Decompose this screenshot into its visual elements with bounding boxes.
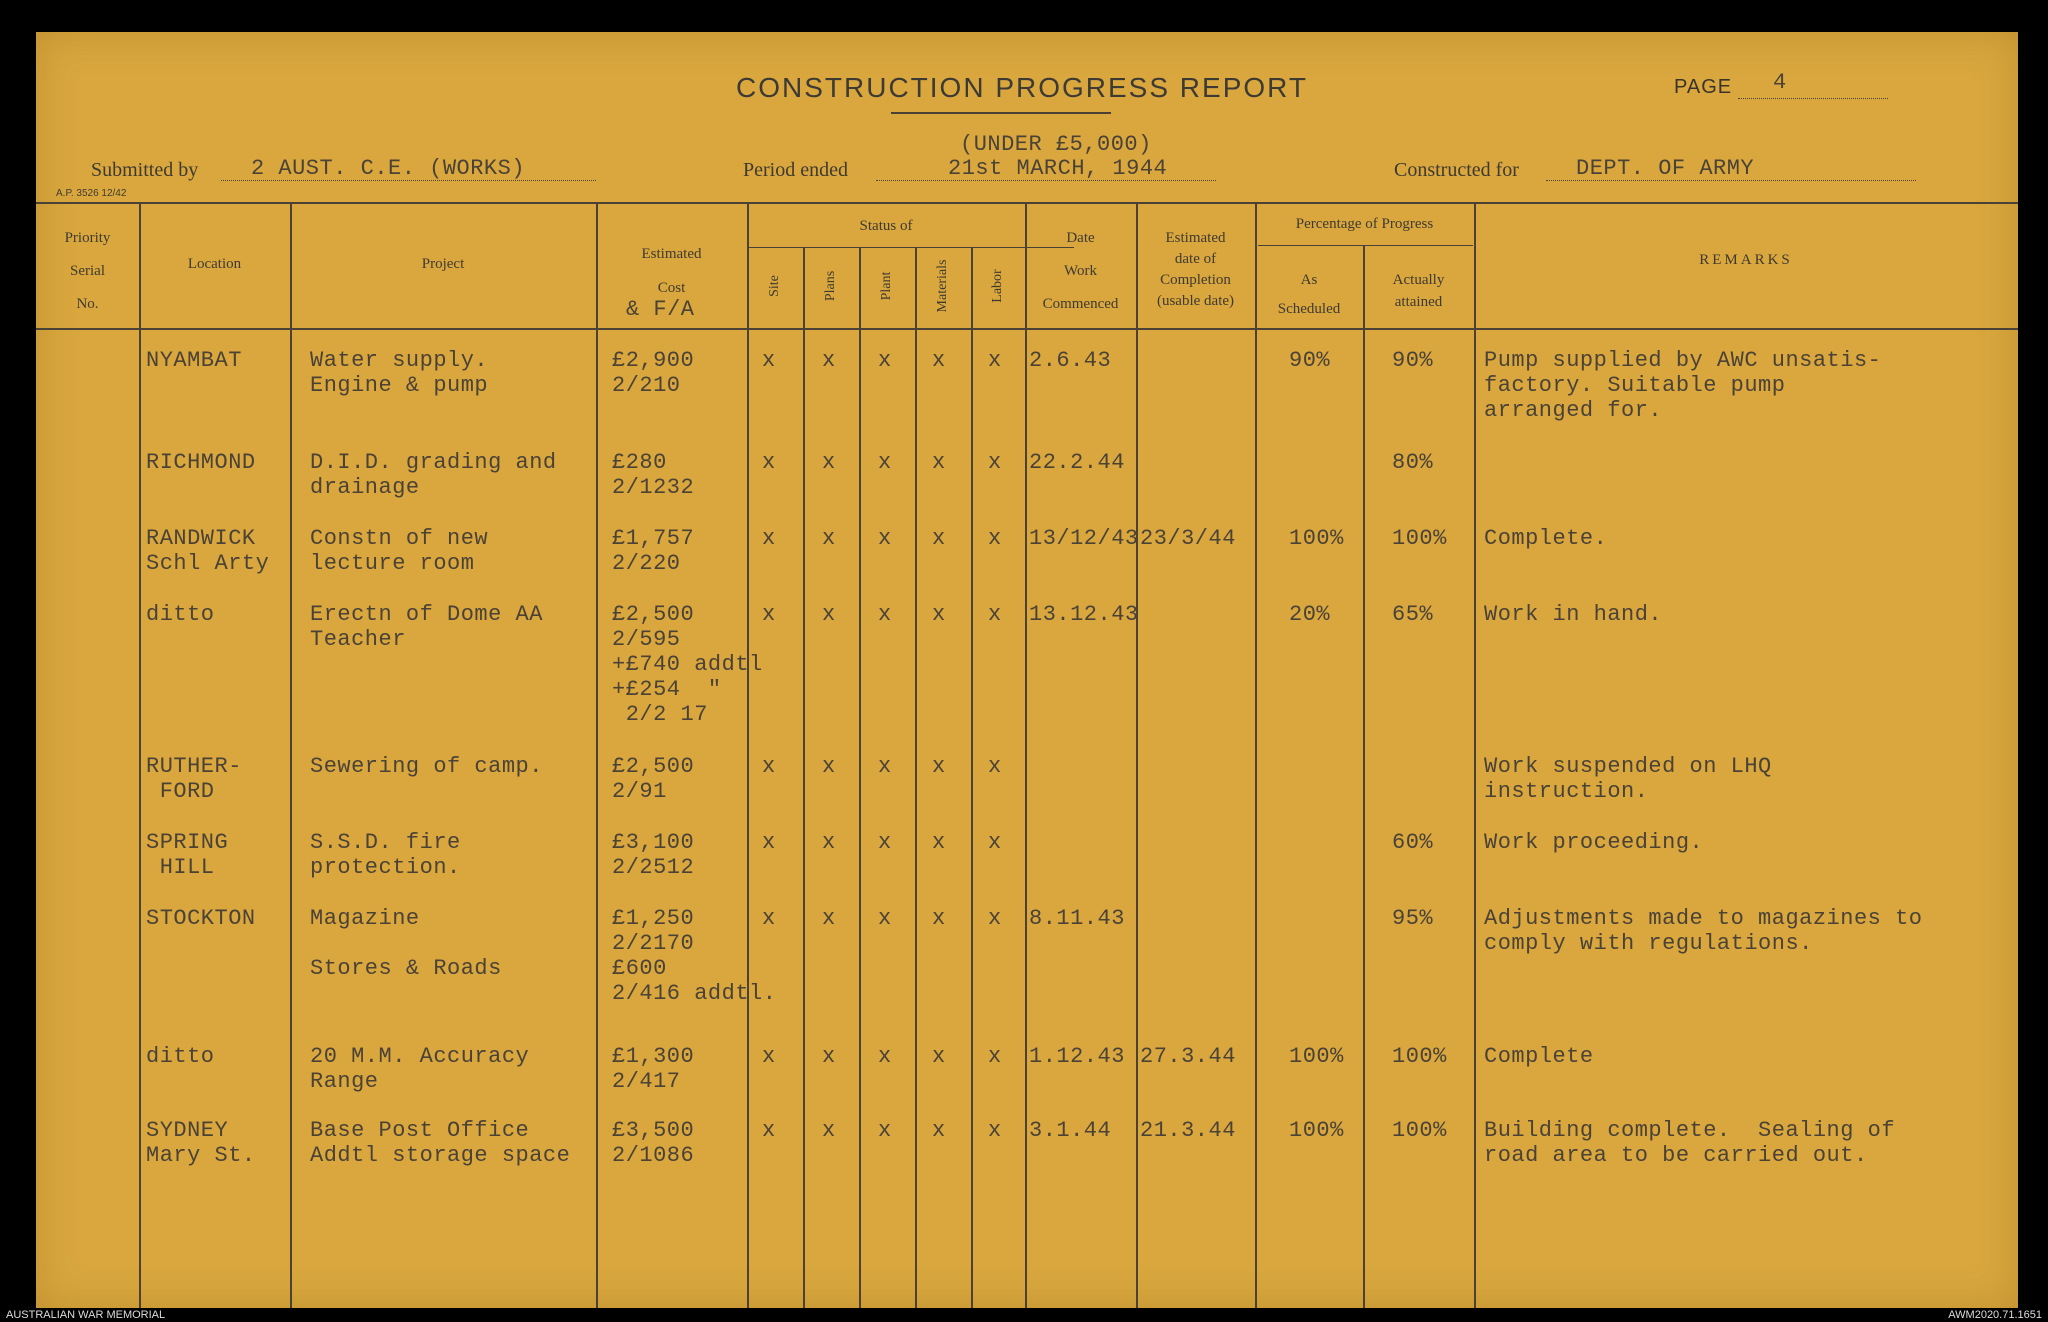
row-project: Sewering of camp. (310, 754, 543, 779)
row-cost: £2,500 2/595 +£740 addtl +£254 " 2/2 17 (612, 602, 763, 727)
col-header-est-completion: Estimated date of Completion (usable date) (1156, 230, 1235, 309)
col-header-plans: Plans (823, 270, 838, 302)
header-bottom-rule (36, 328, 2018, 330)
constructed-label: Constructed for (1394, 159, 1519, 181)
period-label: Period ended (743, 159, 848, 181)
row-status-mark: x (822, 602, 836, 627)
col-header-cost-typed: & F/A (626, 297, 695, 322)
row-date-commenced: 13/12/43 (1029, 526, 1139, 551)
row-project: Base Post Office Addtl storage space (310, 1118, 571, 1168)
row-status-mark: x (878, 1118, 892, 1143)
row-location: NYAMBAT (146, 348, 242, 373)
row-status-mark: x (762, 906, 776, 931)
row-status-mark: x (822, 526, 836, 551)
row-status-mark: x (878, 754, 892, 779)
row-cost: £3,100 2/2512 (612, 830, 695, 880)
row-status-mark: x (988, 906, 1002, 931)
row-status-mark: x (762, 754, 776, 779)
row-status-mark: x (932, 906, 946, 931)
row-status-mark: x (878, 830, 892, 855)
row-pct-attained: 65% (1392, 602, 1434, 627)
col-divider (915, 247, 917, 1308)
row-project: Erectn of Dome AA Teacher (310, 602, 543, 652)
footer-right: AWM2020.71.1651 (1948, 1309, 2042, 1321)
footer-left: AUSTRALIAN WAR MEMORIAL (6, 1309, 166, 1321)
row-remarks: Complete (1484, 1044, 1594, 1069)
row-location: RICHMOND (146, 450, 256, 475)
row-pct-attained: 90% (1392, 348, 1434, 373)
row-pct-attained: 100% (1392, 1118, 1447, 1143)
row-location: SYDNEY Mary St. (146, 1118, 256, 1168)
pct-header-rule (1258, 245, 1473, 246)
form-code: A.P. 3526 12/42 (56, 188, 127, 199)
page-dotted-line (1738, 98, 1888, 99)
col-divider (139, 202, 141, 1308)
row-remarks: Adjustments made to magazines to comply with regulations. (1484, 906, 1923, 956)
col-header-pct-progress: Percentage of Progress (1295, 216, 1434, 232)
row-status-mark: x (932, 1118, 946, 1143)
row-pct-attained: 100% (1392, 526, 1447, 551)
row-status-mark: x (822, 906, 836, 931)
row-status-mark: x (988, 1118, 1002, 1143)
col-divider (1255, 202, 1257, 1308)
row-pct-attained: 60% (1392, 830, 1434, 855)
row-cost: £1,250 2/2170 £600 2/416 addtl. (612, 906, 777, 1006)
col-divider (290, 202, 292, 1308)
col-header-status-of: Status of (859, 218, 913, 234)
row-status-mark: x (878, 526, 892, 551)
col-header-materials: Materials (935, 259, 950, 313)
row-status-mark: x (878, 602, 892, 627)
row-pct-scheduled: 100% (1289, 526, 1344, 551)
row-project: Magazine Stores & Roads (310, 906, 502, 981)
row-remarks: Work in hand. (1484, 602, 1663, 627)
col-header-project: Project (421, 256, 465, 272)
row-status-mark: x (988, 754, 1002, 779)
row-status-mark: x (988, 1044, 1002, 1069)
row-pct-scheduled: 90% (1289, 348, 1331, 373)
row-status-mark: x (932, 602, 946, 627)
row-cost: £1,757 2/220 (612, 526, 695, 576)
col-divider (596, 202, 598, 1308)
col-header-cost: Estimated Cost (641, 246, 702, 296)
row-location: ditto (146, 602, 215, 627)
row-status-mark: x (762, 526, 776, 551)
row-status-mark: x (988, 830, 1002, 855)
col-divider (971, 247, 973, 1308)
page-label: PAGE (1674, 76, 1733, 98)
row-project: D.I.D. grading and drainage (310, 450, 557, 500)
row-status-mark: x (932, 830, 946, 855)
row-status-mark: x (988, 450, 1002, 475)
title-underline (891, 112, 1111, 114)
row-status-mark: x (932, 450, 946, 475)
row-location: RUTHER- FORD (146, 754, 242, 804)
row-date-commenced: 22.2.44 (1029, 450, 1125, 475)
col-divider (1025, 202, 1027, 1308)
row-date-commenced: 3.1.44 (1029, 1118, 1112, 1143)
submitted-value: 2 AUST. C.E. (WORKS) (251, 156, 526, 181)
row-date-commenced: 8.11.43 (1029, 906, 1125, 931)
row-status-mark: x (822, 1118, 836, 1143)
row-cost: £1,300 2/417 (612, 1044, 695, 1094)
page-number: 4 (1773, 70, 1787, 95)
row-status-mark: x (988, 602, 1002, 627)
row-status-mark: x (932, 754, 946, 779)
row-status-mark: x (762, 830, 776, 855)
row-status-mark: x (878, 348, 892, 373)
col-divider (747, 202, 749, 1308)
table-top-rule (36, 202, 2018, 204)
row-project: S.S.D. fire protection. (310, 830, 461, 880)
constructed-value: DEPT. OF ARMY (1576, 156, 1755, 181)
row-remarks: Pump supplied by AWC unsatis- factory. Suitable pump arranged for. (1484, 348, 1882, 423)
row-status-mark: x (822, 348, 836, 373)
row-location: RANDWICK Schl Arty (146, 526, 270, 576)
row-cost: £2,900 2/210 (612, 348, 695, 398)
row-cost: £2,500 2/91 (612, 754, 695, 804)
row-pct-attained: 80% (1392, 450, 1434, 475)
row-project: 20 M.M. Accuracy Range (310, 1044, 530, 1094)
row-status-mark: x (822, 450, 836, 475)
row-remarks: Building complete. Sealing of road area to be carried out. (1484, 1118, 1896, 1168)
row-est-completion: 27.3.44 (1140, 1044, 1236, 1069)
col-header-date-commenced: Date Work Commenced (1042, 230, 1119, 312)
col-header-remarks: REMARKS (1699, 252, 1793, 268)
row-status-mark: x (822, 830, 836, 855)
under-note: (UNDER £5,000) (960, 132, 1152, 157)
row-remarks: Complete. (1484, 526, 1608, 551)
col-divider (1363, 245, 1365, 1308)
row-pct-scheduled: 100% (1289, 1044, 1344, 1069)
row-status-mark: x (762, 1118, 776, 1143)
row-pct-attained: 95% (1392, 906, 1434, 931)
row-status-mark: x (762, 450, 776, 475)
row-remarks: Work suspended on LHQ instruction. (1484, 754, 1772, 804)
col-header-priority: Priority Serial No. (64, 230, 111, 312)
row-pct-scheduled: 100% (1289, 1118, 1344, 1143)
col-divider (1136, 202, 1138, 1308)
row-status-mark: x (932, 348, 946, 373)
row-status-mark: x (762, 602, 776, 627)
col-header-location: Location (187, 256, 242, 272)
col-header-site: Site (767, 275, 782, 297)
row-cost: £3,500 2/1086 (612, 1118, 695, 1168)
row-project: Constn of new lecture room (310, 526, 489, 576)
col-divider (859, 247, 861, 1308)
row-status-mark: x (878, 450, 892, 475)
col-divider (803, 247, 805, 1308)
report-sheet (36, 32, 2018, 1308)
row-status-mark: x (988, 526, 1002, 551)
row-pct-attained: 100% (1392, 1044, 1447, 1069)
row-status-mark: x (932, 1044, 946, 1069)
row-remarks: Work proceeding. (1484, 830, 1704, 855)
row-date-commenced: 13.12.43 (1029, 602, 1139, 627)
row-status-mark: x (878, 1044, 892, 1069)
row-status-mark: x (988, 348, 1002, 373)
row-date-commenced: 2.6.43 (1029, 348, 1112, 373)
row-date-commenced: 1.12.43 (1029, 1044, 1125, 1069)
row-status-mark: x (762, 1044, 776, 1069)
row-est-completion: 21.3.44 (1140, 1118, 1236, 1143)
row-status-mark: x (762, 348, 776, 373)
row-status-mark: x (878, 906, 892, 931)
row-cost: £280 2/1232 (612, 450, 695, 500)
row-location: ditto (146, 1044, 215, 1069)
col-divider (1474, 202, 1476, 1308)
row-status-mark: x (932, 526, 946, 551)
row-location: SPRING HILL (146, 830, 229, 880)
row-status-mark: x (822, 754, 836, 779)
row-project: Water supply. Engine & pump (310, 348, 489, 398)
row-pct-scheduled: 20% (1289, 602, 1331, 627)
submitted-label: Submitted by (91, 159, 199, 181)
period-value: 21st MARCH, 1944 (948, 156, 1168, 181)
col-header-as-scheduled: As Scheduled (1277, 272, 1341, 317)
col-header-plant: Plant (879, 271, 894, 301)
row-status-mark: x (822, 1044, 836, 1069)
page-title: CONSTRUCTION PROGRESS REPORT (736, 72, 1308, 103)
col-header-labor: Labor (990, 269, 1005, 303)
row-location: STOCKTON (146, 906, 256, 931)
row-est-completion: 23/3/44 (1140, 526, 1236, 551)
col-header-actually-attained: Actually attained (1392, 272, 1445, 310)
